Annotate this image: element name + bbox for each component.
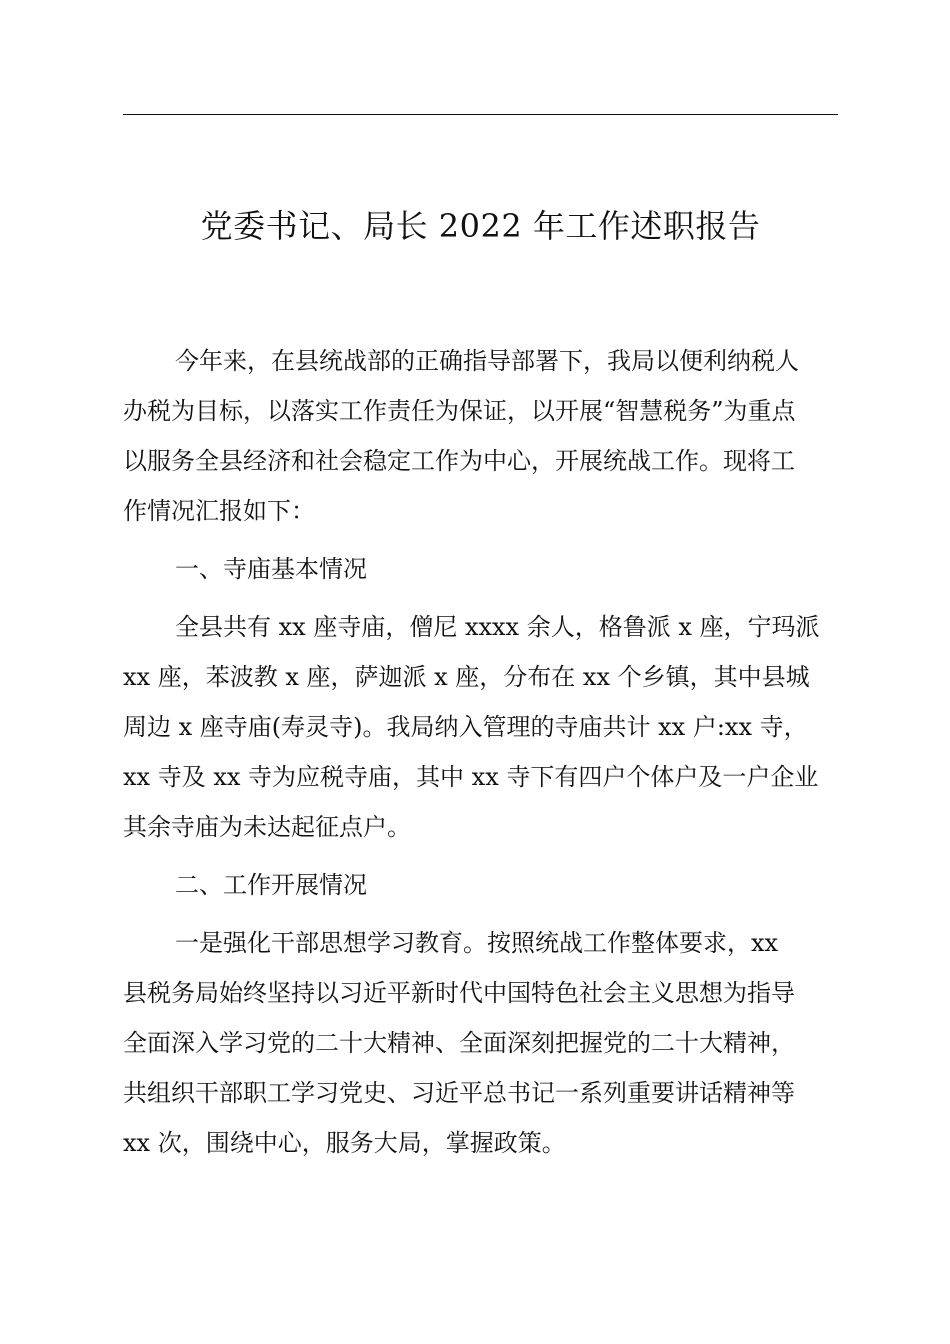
section-heading-1: 一、寺庙基本情况 [175,555,367,583]
header-rule [123,114,838,115]
intro-paragraph-line-2: 办税为目标，以落实工作责任为保证，以开展“智慧税务”为重点 [123,397,796,425]
temple-paragraph-line-5: 其余寺庙为未达起征点户。 [123,813,411,841]
document-title: 党委书记、局长 2022 年工作述职报告 [200,207,761,245]
intro-paragraph-line-1: 今年来，在县统战部的正确指导部署下，我局以便利纳税人 [175,347,799,375]
study-paragraph-line-1: 一是强化干部思想学习教育。按照统战工作整体要求，xx [175,929,779,957]
intro-paragraph-line-4: 作情况汇报如下： [123,497,315,525]
study-paragraph-line-3: 全面深入学习党的二十大精神、全面深刻把握党的二十大精神， [123,1029,795,1057]
document-body [123,336,838,1168]
temple-paragraph-line-4: xx 寺及 xx 寺为应税寺庙，其中 xx 寺下有四户个体户及一户企业 [123,763,819,791]
temple-paragraph-line-2: xx 座，苯波教 x 座，萨迦派 x 座，分布在 xx 个乡镇，其中县城 [123,663,810,691]
study-paragraph-line-4: 共组织干部职工学习党史、习近平总书记一系列重要讲话精神等 [123,1079,795,1107]
study-paragraph-line-2: 县税务局始终坚持以习近平新时代中国特色社会主义思想为指导 [123,979,795,1007]
study-paragraph-line-5: xx 次，围绕中心，服务大局，掌握政策。 [123,1129,566,1157]
section-heading-2: 二、工作开展情况 [175,871,367,899]
temple-paragraph-line-1: 全县共有 xx 座寺庙，僧尼 xxxx 余人，格鲁派 x 座，宁玛派 [175,613,820,641]
intro-paragraph-line-3: 以服务全县经济和社会稳定工作为中心，开展统战工作。现将工 [123,447,795,475]
temple-paragraph-line-3: 周边 x 座寺庙(寿灵寺)。我局纳入管理的寺庙共计 xx 户:xx 寺， [123,713,808,741]
